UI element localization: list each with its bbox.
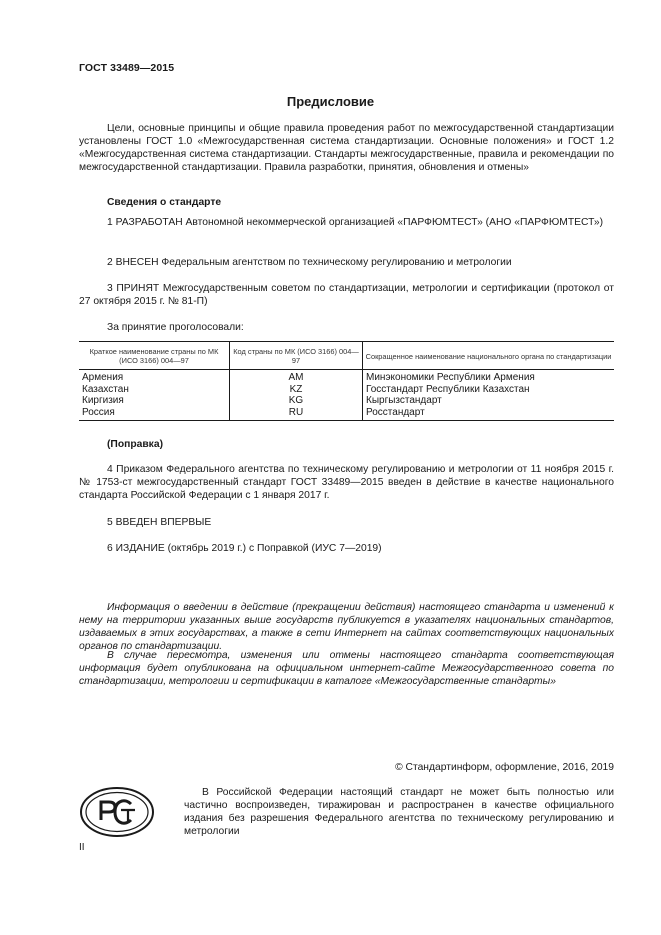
item-edition: 6 ИЗДАНИЕ (октябрь 2019 г.) с Поправкой (ИУС 7—2019): [107, 543, 382, 554]
column-header-code: Код страны по МК (ИСО 3166) 004—97: [230, 342, 363, 370]
country-code: KG: [230, 395, 363, 407]
page-number: II: [79, 842, 85, 853]
voting-countries-table: [79, 341, 614, 421]
standards-body: Госстандарт Республики Казахстан: [363, 384, 615, 396]
column-header-country: Краткое наименование страны по МК (ИСО 3166) 004—97: [79, 342, 230, 370]
country-name: Казахстан: [82, 383, 129, 395]
item-developed: 1 РАЗРАБОТАН Автономной некоммерческой организацией «ПАРФЮМТЕСТ» (АНО «ПАРФЮМТЕСТ»): [107, 217, 604, 228]
section-heading: Сведения о стандарте: [107, 197, 222, 208]
item-enacted: 4 Приказом Федерального агентства по техническому регулированию и метрологии от 11 ноября 2015 г. № 1753-ст межгосударственный стандарт ГОСТ 33489—2015 введен в действие в качестве национального стандарта Российской Федерации с 1 января 2017 г.: [79, 464, 614, 501]
page-title: Предисловие: [286, 94, 375, 109]
standards-body: Кыргызстандарт: [363, 395, 615, 407]
table-row: [79, 395, 614, 407]
info-note-revision: В случае пересмотра, изменения или отмены настоящего стандарта соответствующая информация будет опубликована на официальном интернет-сайте Межгосударственного совета по стандартизации, метрологии и сертификации в каталоге «Межгосударственные стандарты»: [79, 650, 614, 687]
table-row: [79, 370, 614, 384]
intro-paragraph: Цели, основные принципы и общие правила проведения работ по межгосударственной стандартизации установлены ГОСТ 1.0 «Межгосударственная система стандартизации. Основные положения» и ГОСТ 1.2 «Межгосударственная система стандартизации. Стандарты межгосударственные, правила и рекомендации по межгосударственной стандартизации. Правила разработки, принятия, обновления и отмены»: [79, 123, 614, 173]
amendment-label: (Поправка): [107, 439, 163, 450]
column-header-body: Сокращенное наименование национального органа по стандартизации: [363, 342, 615, 370]
voted-label: За принятие проголосовали:: [107, 322, 244, 333]
country-code: RU: [230, 407, 363, 421]
table-header-row: [79, 342, 614, 370]
document-code: ГОСТ 33489—2015: [79, 62, 175, 74]
copyright-line: © Стандартинформ, оформление, 2016, 2019: [395, 762, 614, 773]
item-first-introduced: 5 ВВЕДЕН ВПЕРВЫЕ: [107, 517, 212, 528]
rst-certification-mark-icon: [79, 786, 155, 838]
table-row: [79, 384, 614, 396]
item-introduced: 2 ВНЕСЕН Федеральным агентством по техническому регулированию и метрологии: [107, 257, 512, 268]
standards-body: Росстандарт: [363, 407, 615, 421]
country-name: Армения: [82, 372, 124, 383]
country-name: Киргизия: [82, 395, 124, 406]
standards-body: Минэкономики Республики Армения: [363, 370, 615, 384]
reproduction-notice: В Российской Федерации настоящий стандарт не может быть полностью или частично воспроизведен, тиражирован и распространен в качестве официального издания без разрешения Федерального агентства по техническому регулированию и метрологии: [184, 787, 614, 837]
country-name: Россия: [79, 407, 230, 421]
item-adopted: 3 ПРИНЯТ Межгосударственным советом по стандартизации, метрологии и сертификации (протокол от 27 октября 2015 г. № 81-П): [79, 283, 614, 307]
table-row: [79, 407, 614, 421]
country-code: AM: [230, 370, 363, 384]
country-code: KZ: [230, 384, 363, 396]
info-note-publication: Информация о введении в действие (прекращении действия) настоящего стандарта и изменений к нему на территории указанных выше государств публикуется в указателях национальных стандартов, издаваемых в этих государствах, а также в сети Интернет на сайтах соответствующих национальных органов по стандартизации.: [79, 602, 614, 652]
